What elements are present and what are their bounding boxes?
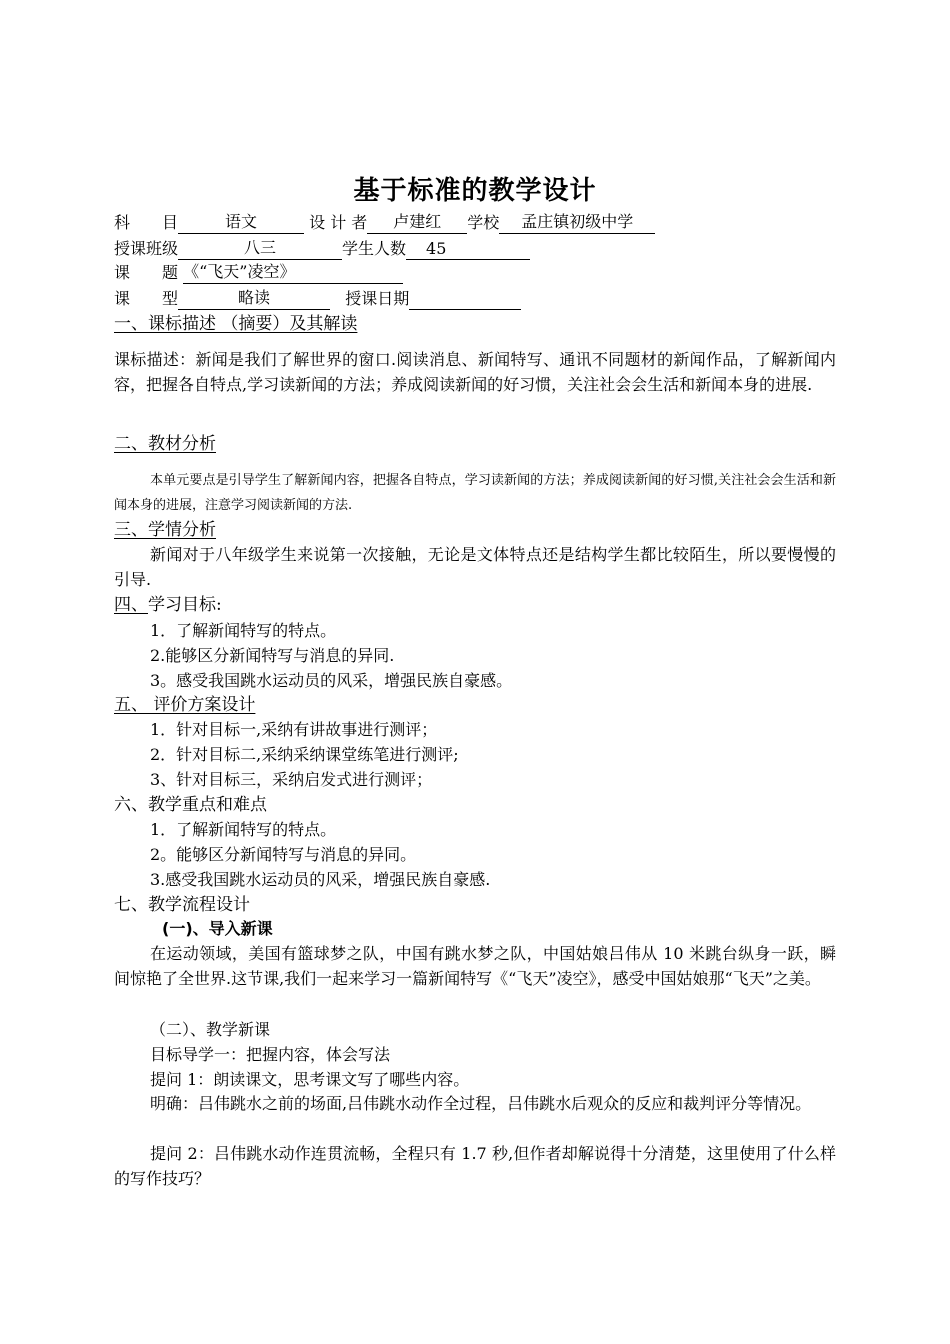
intro-paragraph: 在运动领域，美国有篮球梦之队，中国有跳水梦之队，中国姑娘吕伟从 10 米跳台纵身一跃，瞬间惊艳了全世界.这节课,我们一起来学习一篇新闻特写《“飞天”凌空》，感受中国姑娘那“飞天”之美。 xyxy=(114,944,836,988)
section-heading-5: 五、 评价方案设计 xyxy=(114,695,256,715)
subheading-new-lesson: （二）、教学新课 xyxy=(150,1020,271,1039)
section-heading-6: 六、教学重点和难点 xyxy=(114,795,267,815)
info-row-topic xyxy=(114,262,403,284)
topic-label: 课 题 xyxy=(114,263,179,282)
info-row-type xyxy=(114,288,521,310)
info-row-subject xyxy=(114,212,655,234)
question-2: 提问 2：吕伟跳水动作连贯流畅，全程只有 1.7 秒,但作者却解说得十分清楚，这里使用了什么样的写作技巧？ xyxy=(114,1144,836,1188)
list-item: 1．针对目标一,采纳有讲故事进行测评； xyxy=(150,720,438,739)
section-heading-1: 一、课标描述 （摘要）及其解读 xyxy=(114,314,358,334)
list-item: 1．了解新闻特写的特点。 xyxy=(150,621,337,640)
subject-value: 语文 xyxy=(178,212,304,234)
section-heading-4 xyxy=(114,594,222,616)
type-label: 课 型 xyxy=(114,289,179,308)
list-item: 1．了解新闻特写的特点。 xyxy=(150,820,337,839)
section-heading-4-number: 四、 xyxy=(114,595,148,615)
school-label: 学校 xyxy=(467,213,500,232)
list-item: 2．针对目标二,采纳采纳课堂练笔进行测评; xyxy=(150,745,459,764)
list-item: 2.能够区分新闻特写与消息的异同. xyxy=(150,646,395,665)
designer-value: 卢建红 xyxy=(367,212,467,234)
section-heading-7: 七、教学流程设计 xyxy=(114,895,250,915)
page-title: 基于标准的教学设计 xyxy=(353,176,597,206)
section-heading-3: 三、学情分析 xyxy=(114,520,216,540)
section-heading-2: 二、教材分析 xyxy=(114,434,216,454)
school-value: 孟庄镇初级中学 xyxy=(499,212,655,234)
date-label: 授课日期 xyxy=(345,289,410,308)
list-item: 3。感受我国跳水运动员的风采，增强民族自豪感。 xyxy=(150,671,513,690)
list-item: 3.感受我国跳水运动员的风采，增强民族自豪感. xyxy=(150,870,491,889)
info-row-class xyxy=(114,238,530,260)
section-text-2: 本单元要点是引导学生了解新闻内容，把握各自特点，学习读新闻的方法；养成阅读新闻的好习惯,关注社会会生活和新闻本身的进展，注意学习阅读新闻的方法. xyxy=(114,473,836,513)
type-value: 略读 xyxy=(178,288,330,310)
students-label: 学生人数 xyxy=(342,239,407,258)
subheading-intro: (一)、导入新课 xyxy=(162,919,273,938)
section-heading-4-text: 学习目标: xyxy=(148,595,222,615)
topic-value: 《“飞天”凌空》 xyxy=(183,262,403,284)
date-value xyxy=(409,288,521,310)
goal-1: 目标导学一：把握内容，体会写法 xyxy=(150,1045,391,1064)
designer-label: 设 计 者 xyxy=(309,213,368,232)
students-value: 45 xyxy=(406,239,530,260)
subject-label: 科 目 xyxy=(114,213,179,232)
list-item: 2。能够区分新闻特写与消息的异同。 xyxy=(150,845,417,864)
section-text-1: 课标描述：新闻是我们了解世界的窗口.阅读消息、新闻特写、通讯不同题材的新闻作品，了解新闻内容，把握各自特点,学习读新闻的方法；养成阅读新闻的好习惯，关注社会会生活和新闻本身的进展. xyxy=(114,350,836,394)
class-label: 授课班级 xyxy=(114,239,179,258)
class-value: 八三 xyxy=(178,238,342,260)
question-1: 提问 1：朗读课文，思考课文写了哪些内容。 xyxy=(150,1070,470,1089)
answer-1: 明确：吕伟跳水之前的场面,吕伟跳水动作全过程，吕伟跳水后观众的反应和裁判评分等情况。 xyxy=(150,1094,812,1113)
list-item: 3、针对目标三，采纳启发式进行测评； xyxy=(150,770,433,789)
section-text-3: 新闻对于八年级学生来说第一次接触，无论是文体特点还是结构学生都比较陌生，所以要慢慢的引导. xyxy=(114,545,836,589)
